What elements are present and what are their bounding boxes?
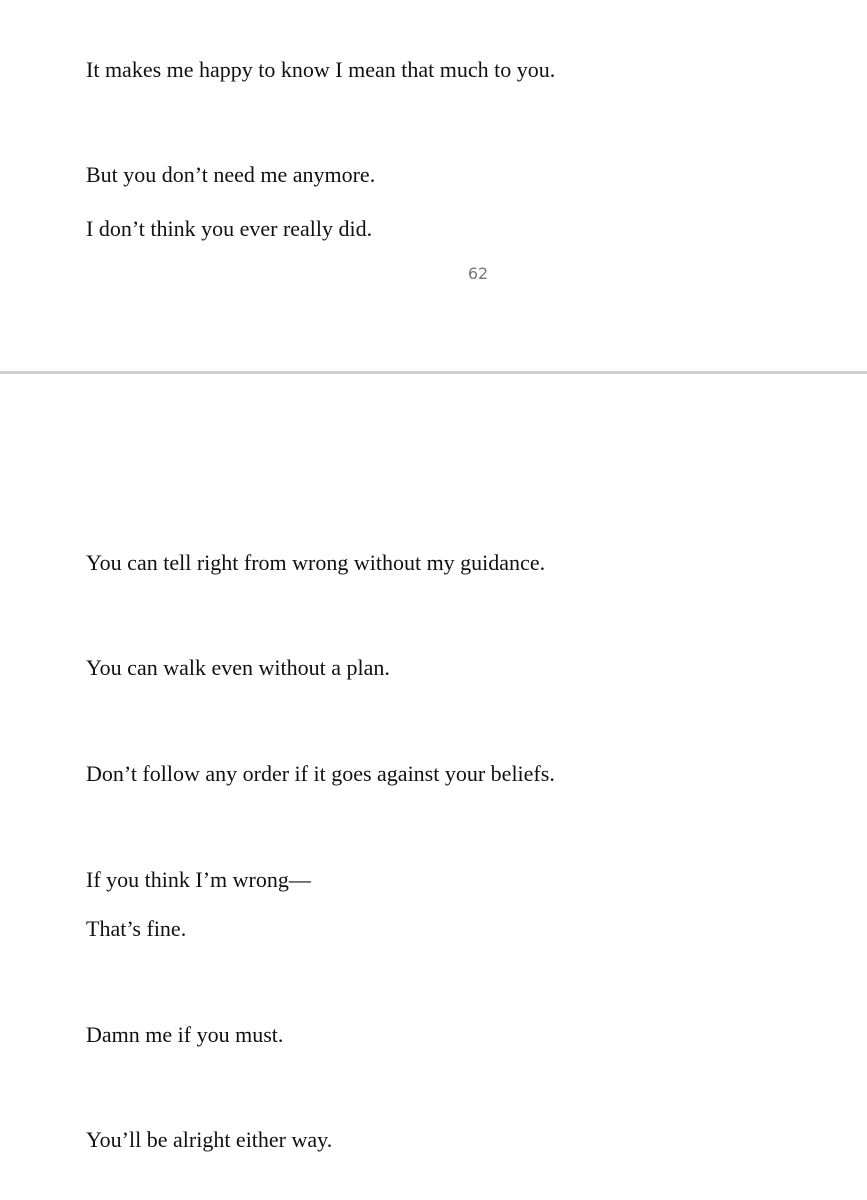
text-line: Damn me if you must.	[86, 1022, 284, 1047]
page-62	[0, 0, 867, 371]
page-number: 62	[467, 264, 489, 283]
page-63	[0, 374, 867, 1200]
text-line: That’s fine.	[86, 916, 187, 941]
text-line: I don’t think you ever really did.	[86, 216, 373, 241]
text-line: Don’t follow any order if it goes against your beliefs.	[86, 761, 555, 786]
text-line: You’ll be alright either way.	[86, 1127, 333, 1152]
text-line: You can tell right from wrong without my guidance.	[86, 550, 546, 575]
text-line: But you don’t need me anymore.	[86, 162, 376, 187]
text-line: It makes me happy to know I mean that much to you.	[86, 57, 556, 82]
text-line: You can walk even without a plan.	[86, 655, 390, 680]
text-line: If you think I’m wrong—	[86, 867, 311, 892]
